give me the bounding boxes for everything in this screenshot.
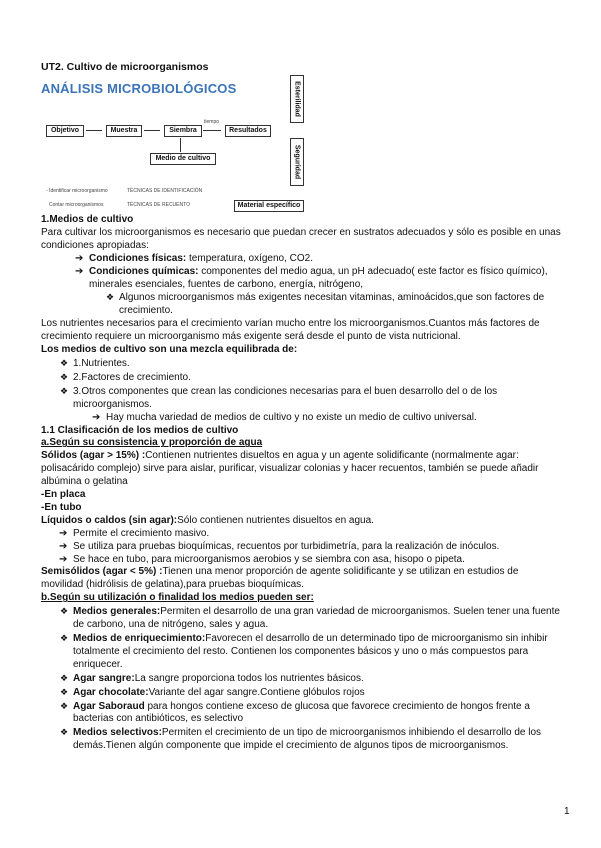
list-item: ❖ Agar Saboraud para hongos contiene exceso de glucosa que favorece crecimiento de hongos frente a bacterias con antibióticos, es selectivo [60, 700, 530, 725]
diamond-bullet-icon: ❖ [60, 633, 69, 643]
list-item: ❖ Medios selectivos:Permiten el crecimiento de un tipo de microorganismos inhibiendo el desarrollo de los demás.Tienen algún componente que impide el crecimiento de algunos tipos de microorganismos. [60, 727, 542, 752]
subsection-heading: a.Según su consistencia y proporción de agua [41, 437, 263, 449]
liquidos-paragraph: Líquidos o caldos (sin agar):Sólo contienen nutrientes disueltos en agua. [41, 514, 374, 526]
list-item: ❖ Agar sangre:La sangre proporciona todos los nutrientes básicos. [60, 672, 364, 684]
diamond-bullet-icon: ❖ [60, 686, 69, 697]
diagram-title: ANÁLISIS MICROBIOLÓGICOS [41, 81, 237, 96]
note-contar: Contar microorganismos [49, 202, 104, 208]
list-item: ❖ Medios generales:Permiten el desarrollo de una gran variedad de microorganismos. Suelen tener una fuente de carbono, una de nitrógeno, sales y agua. [60, 606, 560, 631]
mezcla-heading: Los medios de cultivo son una mezcla equilibrada de: [41, 344, 298, 356]
connector-line [86, 130, 102, 131]
list-item: ❖ Medios de enriquecimiento:Favorecen el desarrollo de un determinado tipo de microorganismo sin inhibir totalmente el crecimiento del resto. Contienen los componentes básicos y uno o más compuestos para enriquecer. [60, 633, 548, 670]
list-item: ❖ Algunos microorganismos más exigentes necesitan vitaminas, aminoácidos,que son factores de crecimiento. [106, 292, 545, 317]
note-tecnicas-recuento: TÉCNICAS DE RECUENTO [127, 202, 190, 208]
esterilidad-box [290, 75, 304, 123]
document-title: UT2. Cultivo de microorganismos [41, 61, 209, 73]
diamond-bullet-icon: ❖ [60, 357, 69, 368]
arrow-right-icon: ➔ [92, 411, 101, 423]
document-body [41, 214, 561, 753]
tiempo-label: tiempo [204, 119, 220, 125]
muestra-box: Muestra [106, 125, 142, 137]
arrow-right-icon: ➔ [75, 265, 84, 277]
diamond-bullet-icon: ❖ [60, 606, 69, 617]
subsection-heading: b.Según su utilización o finalidad los medios pueden ser: [41, 592, 314, 604]
esterilidad-label: Esterilidad [293, 81, 301, 117]
list-item: ❖ Agar chocolate:Variante del agar sangre.Contiene glóbulos rojos [60, 686, 365, 698]
diamond-bullet-icon: ❖ [60, 385, 69, 396]
arrow-right-icon: ➔ [75, 252, 84, 264]
connector-line [203, 130, 221, 131]
section-heading: 1.Medios de cultivo [41, 214, 134, 225]
section-heading: 1.1 Clasificación de los medios de cultivo [41, 424, 239, 436]
list-item: ➔ Condiciones químicas: componentes del medio agua, un pH adecuado( este factor es físico químico), minerales esenciales, fuentes de carbono, energía, nitrógeno, [75, 265, 548, 290]
siembra-box: Siembra [164, 125, 202, 137]
diamond-bullet-icon: ❖ [106, 292, 115, 303]
seguridad-box [290, 138, 304, 186]
material-especifico-box: Material específico [234, 200, 304, 212]
arrow-right-icon: ➔ [59, 527, 68, 539]
diamond-bullet-icon: ❖ [60, 672, 69, 683]
placa-label: -En placa [41, 489, 86, 501]
list-item: ❖ 3.Otros componentes que crean las condiciones necesarias para el buen desarrollo del o de los microorganismos. [60, 385, 498, 410]
list-item: ➔ Hay mucha variedad de medios de cultivo y no existe un medio de cultivo universal. [92, 411, 477, 423]
seguridad-label: Seguridad [293, 144, 301, 180]
diamond-bullet-icon: ❖ [60, 371, 69, 382]
list-item: ❖ 1.Nutrientes. [60, 357, 130, 369]
tubo-label: -En tubo [41, 501, 82, 513]
resultados-box: Resultados [225, 125, 271, 137]
note-tecnicas-identificacion: TÉCNICAS DE IDENTIFICACIÓN [127, 188, 203, 194]
medio-cultivo-box: Medio de cultivo [150, 153, 216, 165]
list-item: ➔ Permite el crecimiento masivo. [59, 527, 210, 539]
semisolidos-paragraph: Semisólidos (agar < 5%) :Tienen una menor proporción de agente solidificante y se utilizan en estudios de movilidad (hidrólisis de gelatina),para pruebas bioquímicas. [41, 566, 519, 591]
list-item: ❖ 2.Factores de crecimiento. [60, 371, 191, 383]
diamond-bullet-icon: ❖ [60, 700, 69, 711]
note-identificar: - Identificar microorganismo [46, 188, 108, 194]
objetivo-box: Objetivo [46, 125, 84, 137]
connector-line [144, 130, 160, 131]
solidos-paragraph: Sólidos (agar > 15%) :Contienen nutrientes disueltos en agua y un agente solidificante (normalmente agar: polisacárido complejo) sirve para aislar, purificar, visualizar colonias y hacer recuentos, también se puede añadir albúmina o gelatina [41, 450, 539, 488]
arrow-right-icon: ➔ [59, 553, 68, 565]
arrow-right-icon: ➔ [59, 540, 68, 552]
diamond-bullet-icon: ❖ [60, 727, 69, 738]
list-item: ➔ Se hace en tubo, para microorganismos aerobios y se siembra con asa, hisopo o pipeta. [59, 553, 465, 565]
nutrientes-paragraph: Los nutrientes necesarios para el crecimiento varían mucho entre los microorganismos.Cuantos más factores de crecimiento requiere un microorganismo más exigente será desde el punto de vista nutricional. [41, 318, 540, 343]
intro-paragraph: Para cultivar los microorganismos es necesario que puedan crecer en sustratos adecuados y sólo es posible en unas condiciones apropiadas: [41, 226, 561, 251]
page-number: 1 [564, 806, 570, 817]
list-item: ➔ Condiciones físicas: temperatura, oxígeno, CO2. [75, 252, 313, 264]
connector-line [180, 138, 181, 152]
list-item: ➔ Se utiliza para pruebas bioquímicas, recuentos por turbidimetría, para la realización de inóculos. [59, 540, 500, 552]
